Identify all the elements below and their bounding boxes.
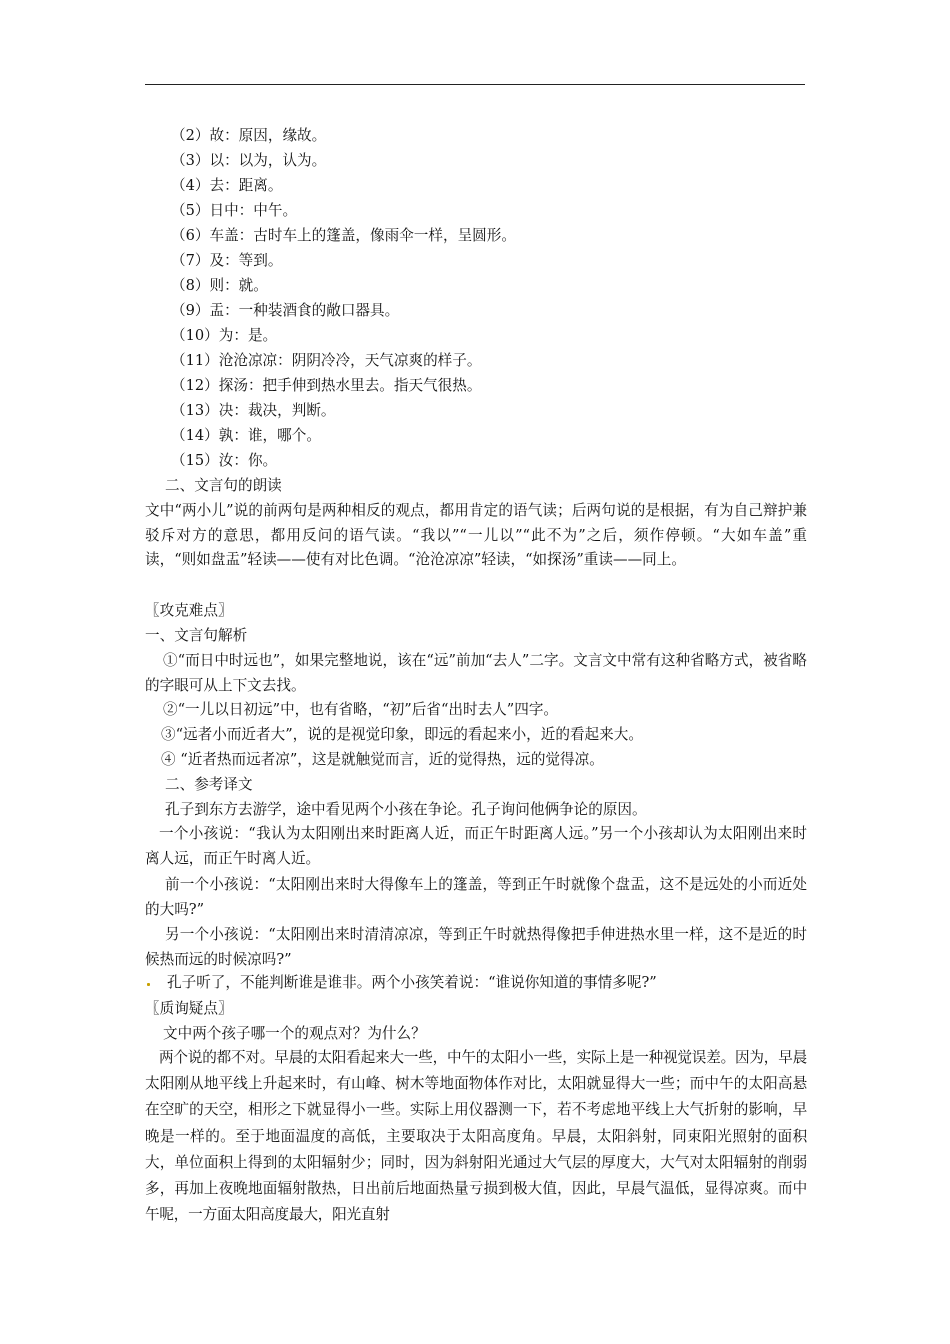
translation-paragraph: 孔子到东方去游学，途中看见两个小孩在争论。孔子询问他俩争论的原因。 [165,801,647,818]
translation-paragraph: 一个小孩说：“我认为太阳刚出来时距离人近，而正午时距离人远。”另一个小孩却认为太阳刚出来时离人远，而正午时离人近。 [145,825,807,867]
analysis-item: ④ “近者热而远者凉”，这是就触觉而言，近的觉得热，远的觉得凉。 [161,751,604,768]
section-heading-translation: 二、参考译文 [165,776,253,793]
analysis-item: ②“一儿以日初远”中，也有省略，“初”后省“出时去人”四字。 [163,701,559,718]
glossary-item: （5）日中：中午。 [171,202,298,219]
glossary-item: （15）汝：你。 [171,452,278,469]
glossary-item: （12）探汤：把手伸到热水里去。指天气很热。 [171,377,482,394]
glossary-item: （3）以：以为，认为。 [171,152,327,169]
analysis-item: ①“而日中时远也”，如果完整地说，该在“远”前加“去人”二字。文言文中常有这种省略方式，被省略的字眼可从上下文去找。 [145,652,807,694]
section-bracket-difficulties: 〖攻克难点〗 [145,602,233,619]
glossary-item: （10）为：是。 [171,327,278,344]
analysis-item: ③“远者小而近者大”，说的是视觉印象，即远的看起来小，近的看起来大。 [161,726,643,743]
section-heading-analysis: 一、文言句解析 [145,627,248,644]
translation-paragraph: 另一个小孩说：“太阳刚出来时清清凉凉，等到正午时就热得像把手伸进热水里一样，这不是近的时候热而远的时候凉吗?” [145,926,807,968]
glossary-item: （6）车盖：古时车上的篷盖，像雨伞一样，呈圆形。 [171,227,516,244]
question-text: 文中两个孩子哪一个的观点对？为什么？ [163,1025,426,1042]
translation-paragraph: 前一个小孩说：“太阳刚出来时大得像车上的篷盖，等到正午时就像个盘盂，这不是远处的小而近处的大吗?” [145,876,807,918]
marker-dot [147,983,150,986]
header-rule [145,84,805,85]
glossary-item: （13）决：裁决，判断。 [171,402,336,419]
glossary-item: （2）故：原因，缘故。 [171,127,327,144]
glossary-item: （7）及：等到。 [171,252,283,269]
glossary-item: （4）去：距离。 [171,177,283,194]
glossary-item: （14）孰：谁，哪个。 [171,427,321,444]
section-bracket-questions: 〖质询疑点〗 [145,1000,233,1017]
glossary-item: （8）则：就。 [171,277,268,294]
glossary-item: （9）盂：一种装酒食的敞口器具。 [171,302,400,319]
section-heading-reading: 二、文言句的朗读 [165,477,282,494]
answer-paragraph: 两个说的都不对。早晨的太阳看起来大一些，中午的太阳小一些，实际上是一种视觉误差。因为，早晨太阳刚从地平线上升起来时，有山峰、树木等地面物体作对比，太阳就显得大一些；而中午的太阳高悬在空旷的天空，相形之下就显得小一些。实际上用仪器测一下，若不考虑地平线上大气折射的影响，早晚是一样的。至于地面温度的高低，主要取决于太阳高度角。早晨，太阳斜射，同束阳光照射的面积大，单位面积上得到的太阳辐射少；同时，因为斜射阳光通过大气层的厚度大，大气对太阳辐射的削弱多，再加上夜晚地面辐射散热，日出前后地面热量亏损到极大值，因此，早晨气温低，显得凉爽。而中午呢，一方面太阳高度最大，阳光直射 [145,1049,807,1224]
reading-paragraph: 文中“两小儿”说的前两句是两种相反的观点，都用肯定的语气读；后两句说的是根据，有为自己辩护兼驳斥对方的意思，都用反问的语气读。“我以”“一儿以”“此不为”之后，须作停顿。“大如车盖”重读，“则如盘盂”轻读——使有对比色调。“沧沧凉凉”轻读，“如探汤”重读——同上。 [145,502,807,569]
translation-paragraph: 孔子听了，不能判断谁是谁非。两个小孩笑着说：“谁说你知道的事情多呢?” [167,974,657,991]
glossary-item: （11）沧沧凉凉：阴阴冷冷，天气凉爽的样子。 [171,352,482,369]
